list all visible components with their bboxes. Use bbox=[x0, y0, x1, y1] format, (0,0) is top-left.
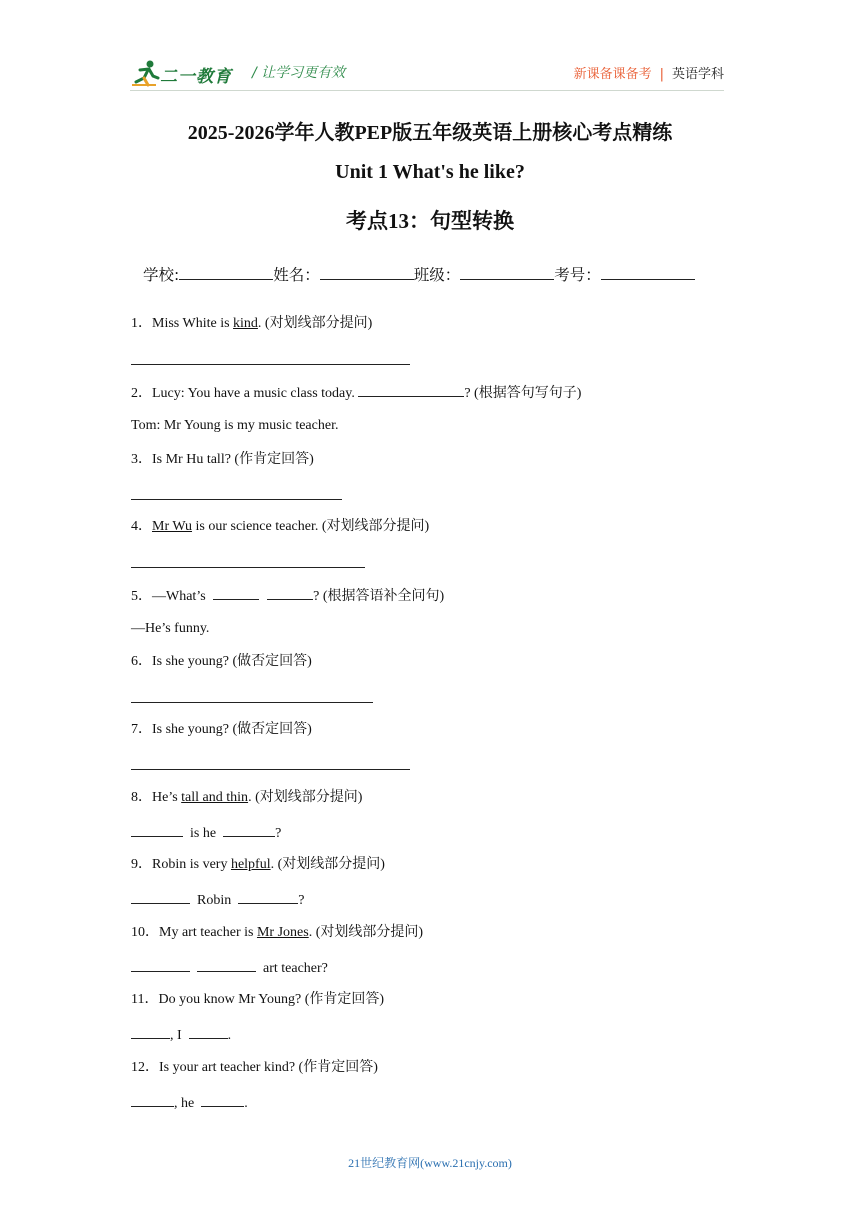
answer-text: is he bbox=[190, 826, 217, 841]
question-9 bbox=[131, 856, 385, 874]
question-instruction: is our science teacher. (对划线部分提问) bbox=[192, 519, 430, 534]
question-number: 9． bbox=[131, 857, 152, 872]
answer-text: , he bbox=[174, 1096, 195, 1111]
answer-punct: . bbox=[244, 1096, 248, 1111]
question-number: 3． bbox=[131, 452, 152, 467]
question-text: Miss White is bbox=[152, 316, 234, 331]
question-9-answer bbox=[131, 890, 304, 910]
answer-punct: . bbox=[227, 1028, 232, 1043]
answer-blank[interactable] bbox=[131, 1093, 174, 1107]
question-number: 11． bbox=[131, 992, 159, 1007]
question-instruction: . (对划线部分提问) bbox=[270, 857, 385, 872]
header-separator: | bbox=[659, 67, 664, 82]
question-4 bbox=[131, 518, 429, 536]
question-instruction: . (对划线部分提问) bbox=[308, 925, 424, 940]
answer-blank[interactable] bbox=[213, 586, 259, 600]
underlined-word: Mr Jones bbox=[256, 925, 309, 940]
question-2 bbox=[131, 383, 581, 403]
question-6 bbox=[131, 653, 312, 671]
name-blank[interactable] bbox=[320, 264, 414, 280]
answer-blank[interactable] bbox=[189, 1025, 228, 1039]
answer-blank[interactable] bbox=[358, 383, 464, 397]
logo-text: 二一教育 bbox=[160, 67, 232, 87]
answer-line-6[interactable] bbox=[131, 702, 373, 703]
page-header bbox=[130, 58, 724, 88]
doc-topic-title: 考点13：句型转换 bbox=[346, 209, 514, 233]
question-instruction: ? (根据答语补全问句) bbox=[313, 589, 445, 604]
question-10 bbox=[131, 924, 423, 942]
question-2-dialogue: Tom: Mr Young is my music teacher. bbox=[131, 418, 339, 433]
question-12-answer bbox=[131, 1093, 248, 1113]
header-divider bbox=[130, 90, 724, 91]
question-number: 1． bbox=[131, 316, 152, 331]
answer-line-3[interactable] bbox=[131, 499, 342, 500]
question-text: Lucy: You have a music class today. bbox=[152, 386, 359, 401]
answer-line-7[interactable] bbox=[131, 769, 410, 770]
answer-text: , I bbox=[170, 1028, 182, 1043]
answer-punct: ? bbox=[298, 893, 305, 908]
question-5-answer: —He’s funny. bbox=[131, 621, 210, 636]
answer-text: Robin bbox=[197, 893, 232, 908]
question-text: —What’s bbox=[152, 589, 210, 604]
answer-blank[interactable] bbox=[131, 890, 190, 904]
answer-punct: ? bbox=[275, 826, 282, 841]
question-text: Is she young? (做否定回答) bbox=[152, 654, 312, 669]
runner-icon bbox=[130, 58, 160, 88]
exam-no-blank[interactable] bbox=[601, 264, 695, 280]
doc-title: 2025-2026学年人教PEP版五年级英语上册核心考点精练 bbox=[187, 122, 673, 144]
question-11-answer bbox=[131, 1025, 231, 1045]
question-text: He’s bbox=[152, 790, 182, 805]
question-10-answer bbox=[131, 958, 328, 978]
question-text: Is your art teacher kind? (作肯定回答) bbox=[159, 1060, 378, 1075]
question-instruction: ? (根据答句写句子) bbox=[464, 386, 582, 401]
exam-no-label: 考号： bbox=[554, 266, 601, 284]
question-8 bbox=[131, 789, 362, 807]
page-footer[interactable]: 21世纪教育网(www.21cnjy.com) bbox=[348, 1156, 512, 1170]
question-7 bbox=[131, 721, 312, 739]
question-11 bbox=[131, 991, 384, 1009]
question-number: 4． bbox=[131, 519, 152, 534]
slogan: / 让学习更有效 bbox=[252, 65, 346, 81]
question-number: 5． bbox=[131, 589, 152, 604]
underlined-word: tall and thin bbox=[181, 790, 249, 805]
student-info-row bbox=[143, 263, 695, 285]
underlined-word: helpful bbox=[230, 857, 271, 872]
underlined-word: kind bbox=[233, 316, 258, 331]
answer-line-4[interactable] bbox=[131, 567, 365, 568]
question-12 bbox=[131, 1059, 378, 1077]
question-1 bbox=[131, 315, 372, 333]
class-label: 班级： bbox=[413, 266, 461, 284]
question-text: My art teacher is bbox=[159, 925, 257, 940]
school-label: 学校: bbox=[143, 266, 180, 284]
question-number: 7． bbox=[131, 722, 152, 737]
answer-text: art teacher? bbox=[263, 961, 328, 976]
question-number: 12． bbox=[131, 1060, 159, 1075]
question-number: 6． bbox=[131, 654, 152, 669]
question-3 bbox=[131, 451, 314, 469]
question-number: 8． bbox=[131, 790, 152, 805]
answer-blank[interactable] bbox=[131, 958, 190, 972]
question-text: Robin is very bbox=[152, 857, 231, 872]
class-blank[interactable] bbox=[460, 264, 554, 280]
header-subject: 英语学科 bbox=[671, 67, 724, 82]
question-instruction: . (对划线部分提问) bbox=[248, 790, 363, 805]
question-number: 2． bbox=[131, 386, 152, 401]
answer-blank[interactable] bbox=[238, 890, 298, 904]
question-text: Do you know Mr Young? (作肯定回答) bbox=[158, 992, 385, 1007]
doc-unit-title: Unit 1 What's he like? bbox=[335, 161, 525, 183]
answer-blank[interactable] bbox=[131, 1025, 170, 1039]
header-label: 新课备课备考 bbox=[573, 67, 652, 82]
logo bbox=[130, 58, 242, 88]
answer-blank[interactable] bbox=[131, 823, 183, 837]
question-5 bbox=[131, 586, 444, 606]
name-label: 姓名： bbox=[273, 266, 320, 284]
question-text: Is Mr Hu tall? (作肯定回答) bbox=[152, 452, 314, 467]
answer-blank[interactable] bbox=[267, 586, 313, 600]
question-instruction: . (对划线部分提问) bbox=[257, 316, 373, 331]
answer-blank[interactable] bbox=[223, 823, 275, 837]
header-right bbox=[574, 63, 724, 82]
underlined-word: Mr Wu bbox=[152, 519, 193, 534]
school-blank[interactable] bbox=[179, 264, 273, 280]
question-number: 10． bbox=[131, 925, 159, 940]
question-8-answer bbox=[131, 823, 281, 843]
answer-line-1[interactable] bbox=[131, 364, 410, 365]
answer-blank[interactable] bbox=[201, 1093, 244, 1107]
answer-blank[interactable] bbox=[197, 958, 256, 972]
question-text: Is she young? (做否定回答) bbox=[152, 722, 312, 737]
